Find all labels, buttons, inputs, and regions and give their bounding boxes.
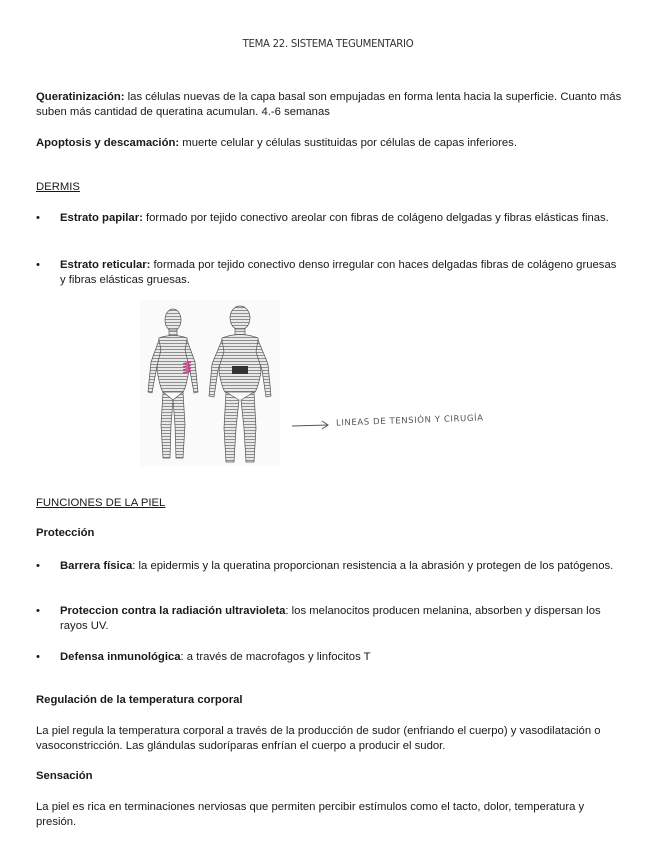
keratinization-paragraph	[36, 90, 626, 120]
inmunologica-term: Defensa inmunológica	[60, 651, 181, 663]
annotation-text: LINEAS DE TENSIÓN Y CIRUGÍA	[335, 413, 484, 429]
keratinization-term: Queratinización:	[36, 91, 125, 103]
temperatura-paragraph: La piel regula la temperatura corporal a través de la producción de sudor (enfriando el cuerpo) y vasodilatación o vasoconstricción. Las glándulas sudoríparas enfrían el cuerpo a producir el sudor.	[36, 725, 601, 752]
proteccion-item-barrera	[36, 559, 621, 574]
back-waist-mark	[232, 366, 248, 374]
dermis-item-papilar	[36, 211, 621, 226]
bullet-icon: •	[36, 560, 40, 572]
bullet-icon: •	[36, 605, 40, 617]
uv-term: Proteccion contra la radiación ultravioleta	[60, 605, 286, 617]
proteccion-heading: Protección	[36, 527, 95, 539]
reticular-term: Estrato reticular:	[60, 259, 151, 271]
apoptosis-paragraph	[36, 136, 626, 151]
dermis-item-reticular	[36, 258, 621, 288]
bullet-icon: •	[36, 259, 40, 271]
apoptosis-term: Apoptosis y descamación:	[36, 137, 180, 149]
dermis-heading: DERMIS	[36, 181, 80, 193]
proteccion-item-uv	[36, 604, 621, 634]
bullet-icon: •	[36, 651, 40, 663]
page-title: TEMA 22. SISTEMA TEGUMENTARIO	[242, 37, 414, 50]
funciones-heading: FUNCIONES DE LA PIEL	[36, 497, 166, 509]
papilar-term: Estrato papilar:	[60, 212, 143, 224]
arrow-right-icon	[290, 414, 334, 434]
keratinization-text: las células nuevas de la capa basal son empujadas en forma lenta hacia la superficie. Cuanto más suben más cantidad de queratina acumulan. 4.-6 semanas	[36, 91, 622, 118]
tension-lines-annotation	[290, 414, 550, 434]
apoptosis-text: muerte celular y células sustituidas por células de capas inferiores.	[179, 137, 517, 149]
barrera-text: : la epidermis y la queratina proporcionan resistencia a la abrasión y protegen de los patógenos.	[132, 560, 614, 572]
barrera-term: Barrera física	[60, 560, 133, 572]
papilar-text: formado por tejido conectivo areolar con fibras de colágeno delgadas y fibras elásticas finas.	[142, 212, 609, 224]
bullet-icon: •	[36, 212, 40, 224]
sensacion-heading: Sensación	[36, 770, 93, 782]
uv-text: : los melanocitos producen melanina, absorben y dispersan los rayos UV.	[60, 605, 601, 632]
tension-lines-body-illustration	[140, 300, 280, 466]
reticular-text: formada por tejido conectivo denso irregular con haces delgadas fibras de colágeno gruesas y fibras elásticas gruesas.	[60, 259, 617, 286]
inmunologica-text: : a través de macrofagos y linfocitos T	[180, 651, 371, 663]
proteccion-item-inmunologica	[36, 650, 621, 665]
temperatura-heading: Regulación de la temperatura corporal	[36, 694, 243, 706]
sensacion-paragraph: La piel es rica en terminaciones nerviosas que permiten percibir estímulos como el tacto, dolor, temperatura y presión.	[36, 801, 585, 828]
